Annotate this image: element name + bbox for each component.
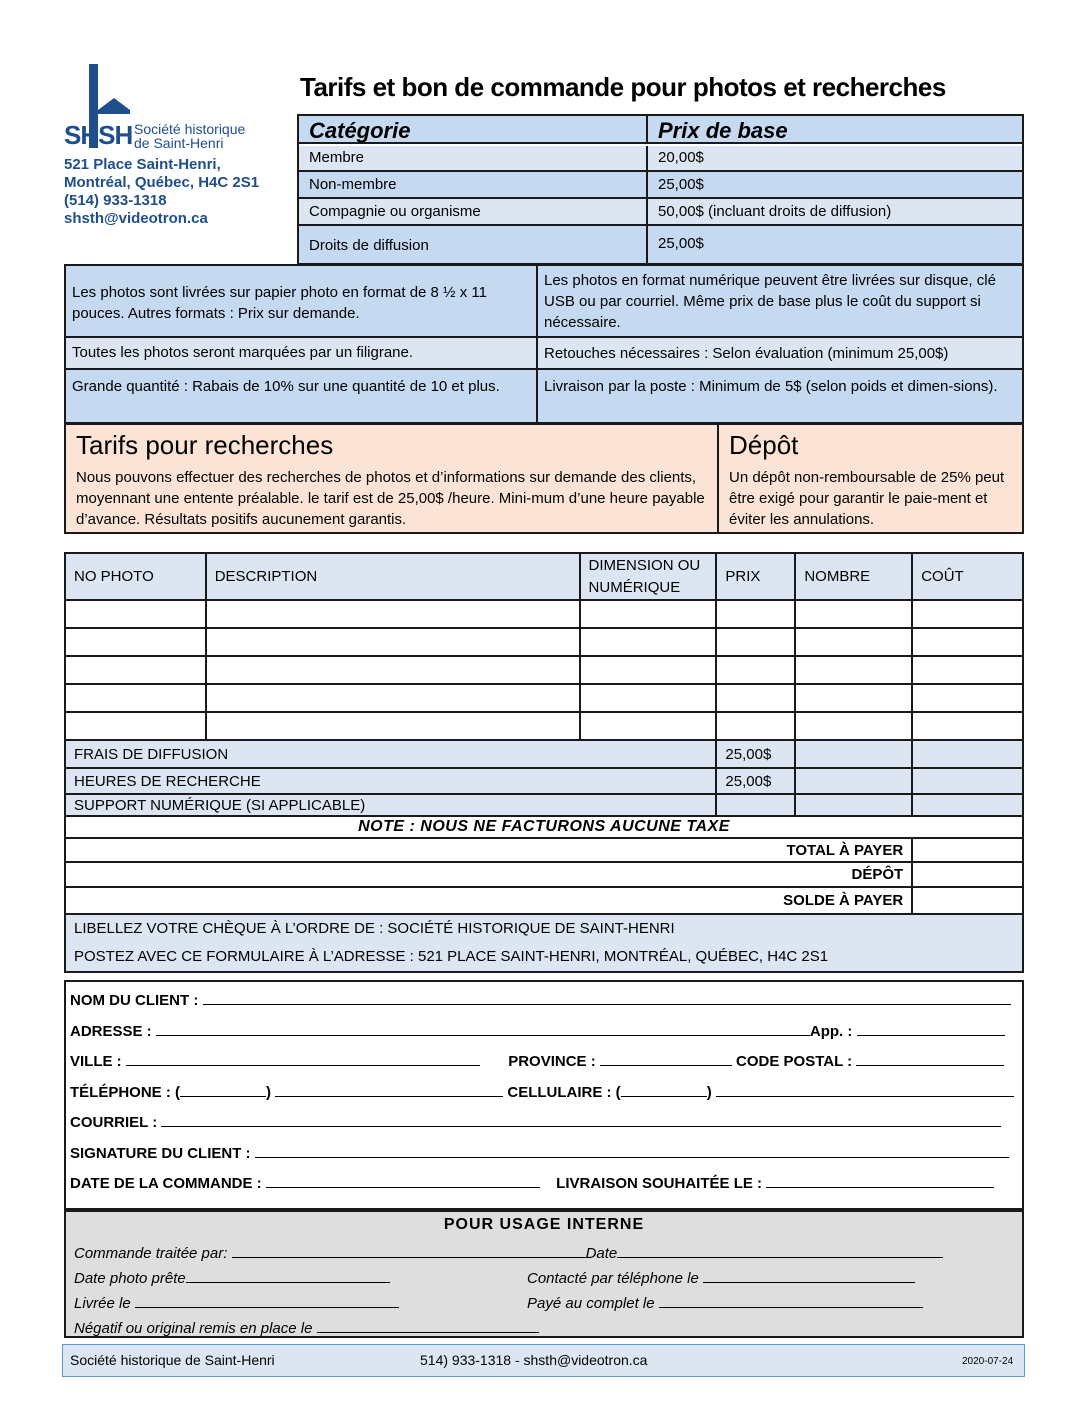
no-photo-cell[interactable]: [65, 656, 206, 684]
client-phone-field[interactable]: [275, 1082, 503, 1097]
internal-row-1: [74, 1243, 943, 1262]
fee-price: 25,00$: [716, 740, 795, 768]
internal-row-3: [74, 1293, 399, 1312]
fee-label: SUPPORT NUMÉRIQUE (SI APPLICABLE): [65, 794, 716, 816]
table-row: [65, 712, 1023, 740]
client-email-field[interactable]: [161, 1112, 1001, 1127]
contact-phone: (514) 933-1318: [64, 192, 167, 209]
client-signature-label: SIGNATURE DU CLIENT :: [70, 1145, 251, 1162]
client-cell-label: CELLULAIRE : (: [507, 1084, 621, 1101]
depot-value[interactable]: [912, 862, 1023, 887]
client-phone-label: TÉLÉPHONE : (: [70, 1084, 181, 1101]
prix-cell[interactable]: [716, 656, 795, 684]
client-city-row: [70, 1051, 1004, 1070]
internal-paye-label: Payé au complet le: [527, 1295, 655, 1312]
nombre-cell[interactable]: [795, 768, 912, 794]
client-app-label: App. :: [809, 1023, 853, 1040]
internal-livree-label: Livrée le: [74, 1295, 131, 1312]
nombre-cell[interactable]: [795, 684, 912, 712]
description-cell[interactable]: [206, 628, 580, 656]
no-photo-cell[interactable]: [65, 712, 206, 740]
contact-email: shsth@videotron.ca: [64, 210, 208, 227]
client-email-row: [70, 1112, 1001, 1131]
order-header-no-photo: NO PHOTO: [65, 553, 206, 600]
page-title: Tarifs et bon de commande pour photos et recherches: [300, 72, 946, 102]
payment-instructions: [65, 914, 1023, 972]
price-col-category: Catégorie: [299, 116, 648, 144]
client-signature-field[interactable]: [255, 1143, 1009, 1158]
client-signature-row: [70, 1143, 1009, 1162]
price-row-price: 25,00$: [648, 172, 1022, 199]
client-city-field[interactable]: [126, 1051, 480, 1066]
internal-photo-prete-field[interactable]: [186, 1268, 390, 1283]
fee-row: [65, 768, 1023, 794]
table-row: [65, 628, 1023, 656]
nombre-cell[interactable]: [795, 656, 912, 684]
solde-value[interactable]: [912, 887, 1023, 914]
logo-initials: SHSH: [64, 120, 133, 150]
client-phone-row: [70, 1082, 1014, 1101]
cout-cell[interactable]: [912, 712, 1023, 740]
price-row-cat: Compagnie ou organisme: [299, 199, 648, 226]
price-row-price: 20,00$: [648, 146, 1022, 172]
delivery-date-field[interactable]: [766, 1173, 994, 1188]
dimension-cell[interactable]: [580, 712, 717, 740]
description-cell[interactable]: [206, 656, 580, 684]
order-header-row: [65, 553, 1023, 600]
prix-cell[interactable]: [716, 684, 795, 712]
info-paper-format: Les photos sont livrées sur papier photo en format de 8 ½ x 11 pouces. Autres formats : Prix sur demande.: [66, 266, 538, 338]
internal-contacte-field[interactable]: [703, 1268, 915, 1283]
client-phone-area-field[interactable]: [180, 1082, 266, 1097]
internal-contacte-label: Contacté par téléphone le: [527, 1270, 699, 1287]
contact-block: [64, 156, 259, 228]
client-address-field[interactable]: [156, 1021, 810, 1036]
client-postal-field[interactable]: [856, 1051, 1004, 1066]
deposit-title: Dépôt: [729, 430, 799, 460]
client-city-label: VILLE :: [70, 1053, 122, 1070]
client-postal-label: CODE POSTAL :: [736, 1053, 853, 1070]
cout-cell[interactable]: [912, 684, 1023, 712]
deposit-text: Un dépôt non-remboursable de 25% peut être exigé pour garantir le paie-ment et éviter les annulations.: [729, 469, 1005, 528]
fee-price: 25,00$: [716, 768, 795, 794]
cout-cell[interactable]: [912, 656, 1023, 684]
logo: [62, 62, 282, 152]
no-photo-cell[interactable]: [65, 628, 206, 656]
fee-row: [65, 794, 1023, 816]
prix-cell[interactable]: [716, 600, 795, 628]
order-header-prix: PRIX: [716, 553, 795, 600]
client-province-field[interactable]: [600, 1051, 732, 1066]
cout-cell[interactable]: [912, 600, 1023, 628]
internal-traitee-field[interactable]: [232, 1243, 586, 1258]
no-photo-cell[interactable]: [65, 600, 206, 628]
depot-row: [65, 862, 1023, 887]
research-text: Nous pouvons effectuer des recherches de photos et d’informations sur demande des clients, moyennant une entente préalable. le tarif est de 25,00$ /heure. Mini-mum d’une heure payable d’avance. Résultats positifs aucunement garantis.: [76, 469, 705, 528]
prix-cell[interactable]: [716, 628, 795, 656]
internal-paye-field[interactable]: [659, 1293, 923, 1308]
internal-title: POUR USAGE INTERNE: [443, 1216, 645, 1233]
nombre-cell[interactable]: [795, 794, 912, 816]
fee-price: [716, 794, 795, 816]
logo-name-line1: Société historique: [134, 121, 246, 137]
description-cell[interactable]: [206, 684, 580, 712]
tax-note: NOTE : NOUS NE FACTURONS AUCUNE TAXE: [65, 816, 1023, 838]
prix-cell[interactable]: [716, 712, 795, 740]
table-row: [65, 600, 1023, 628]
order-header-nombre: NOMBRE: [795, 553, 912, 600]
internal-row-3b: [527, 1293, 923, 1312]
dimension-cell[interactable]: [580, 600, 717, 628]
client-dates-row: [70, 1173, 994, 1192]
table-row: [65, 656, 1023, 684]
client-cell-field[interactable]: [716, 1082, 1014, 1097]
deposit-box: [717, 423, 1024, 534]
dimension-cell[interactable]: [580, 656, 717, 684]
fee-row: [65, 740, 1023, 768]
price-row-cat: Non-membre: [299, 172, 648, 199]
price-row-price: 50,00$ (incluant droits de diffusion): [648, 199, 1022, 226]
contact-address-2: Montréal, Québec, H4C 2S1: [64, 174, 260, 191]
order-date-field[interactable]: [266, 1173, 540, 1188]
internal-negatif-label: Négatif ou original remis en place le: [74, 1320, 313, 1337]
mail-instruction: POSTEZ AVEC CE FORMULAIRE À L’ADRESSE : 521 PLACE SAINT-HENRI, MONTRÉAL, QUÉBEC, H4C 2S1: [74, 948, 829, 965]
price-row-price: 25,00$: [648, 226, 1022, 263]
client-name-label: NOM DU CLIENT :: [70, 992, 199, 1009]
nombre-cell[interactable]: [795, 740, 912, 768]
fee-label: HEURES DE RECHERCHE: [65, 768, 716, 794]
research-title: Tarifs pour recherches: [76, 430, 334, 460]
delivery-date-label: LIVRAISON SOUHAITÉE LE :: [556, 1175, 763, 1192]
price-row-cat: Membre: [299, 146, 648, 172]
footer-org: Société historique de Saint-Henri: [70, 1352, 275, 1368]
total-label: TOTAL À PAYER: [65, 838, 912, 862]
client-name-field[interactable]: [203, 990, 1011, 1005]
client-address-label: ADRESSE :: [70, 1023, 152, 1040]
internal-livree-field[interactable]: [135, 1293, 399, 1308]
footer-contact: 514) 933-1318 - shsth@videotron.ca: [420, 1352, 648, 1368]
client-app-field[interactable]: [857, 1021, 1005, 1036]
no-photo-cell[interactable]: [65, 684, 206, 712]
payment-instructions-row: [65, 914, 1023, 972]
order-date-label: DATE DE LA COMMANDE :: [70, 1175, 262, 1192]
info-watermark: Toutes les photos seront marquées par un filigrane.: [66, 338, 538, 370]
internal-negatif-field[interactable]: [317, 1318, 539, 1333]
internal-date-label: Date: [585, 1245, 618, 1262]
order-table: [64, 552, 1024, 973]
price-row-cat: Droits de diffusion: [299, 226, 648, 263]
client-email-label: COURRIEL :: [70, 1114, 158, 1131]
internal-photo-prete-label: Date photo prête: [74, 1270, 186, 1287]
description-cell[interactable]: [206, 712, 580, 740]
nombre-cell[interactable]: [795, 712, 912, 740]
dimension-cell[interactable]: [580, 684, 717, 712]
price-col-price: Prix de base: [648, 116, 1022, 144]
solde-row: [65, 887, 1023, 914]
client-name-row: [70, 990, 1011, 1009]
dimension-cell[interactable]: [580, 628, 717, 656]
cout-cell[interactable]: [912, 768, 1023, 794]
client-phone-paren: ): [266, 1084, 272, 1101]
fee-label: FRAIS DE DIFFUSION: [65, 740, 716, 768]
client-cell-paren: ): [706, 1084, 712, 1101]
nombre-cell[interactable]: [795, 600, 912, 628]
cheque-instruction: LIBELLEZ VOTRE CHÈQUE À L’ORDRE DE : SOCIÉTÉ HISTORIQUE DE SAINT-HENRI: [74, 920, 675, 937]
client-address-row: [70, 1021, 1005, 1040]
info-digital-format: Les photos en format numérique peuvent être livrées sur disque, clé USB ou par courriel. Même prix de base plus le coût du support si nécessaire.: [538, 266, 1022, 338]
cout-cell[interactable]: [912, 740, 1023, 768]
client-province-label: PROVINCE :: [508, 1053, 596, 1070]
info-quantity-discount: Grande quantité : Rabais de 10% sur une quantité de 10 et plus.: [66, 370, 538, 422]
table-row: [65, 684, 1023, 712]
solde-label: SOLDE À PAYER: [65, 887, 912, 914]
info-mail-delivery: Livraison par la poste : Minimum de 5$ (selon poids et dimen-sions).: [538, 370, 1022, 422]
cout-cell[interactable]: [912, 794, 1023, 816]
client-cell-area-field[interactable]: [621, 1082, 707, 1097]
total-row: [65, 838, 1023, 862]
info-retouch: Retouches nécessaires : Selon évaluation (minimum 25,00$): [538, 338, 1022, 370]
order-header-description: DESCRIPTION: [206, 553, 580, 600]
internal-date-field[interactable]: [617, 1243, 943, 1258]
internal-traitee-label: Commande traitée par:: [74, 1245, 228, 1262]
description-cell[interactable]: [206, 600, 580, 628]
research-box: [64, 423, 719, 534]
order-header-cout: COÛT: [912, 553, 1023, 600]
logo-name-line2: de Saint-Henri: [134, 135, 224, 151]
cout-cell[interactable]: [912, 628, 1023, 656]
depot-label: DÉPÔT: [65, 862, 912, 887]
internal-row-2: [74, 1268, 390, 1287]
nombre-cell[interactable]: [795, 628, 912, 656]
total-value[interactable]: [912, 838, 1023, 862]
order-header-dimension: DIMENSION OU NUMÉRIQUE: [580, 553, 717, 600]
internal-row-4: [74, 1318, 539, 1337]
contact-address-1: 521 Place Saint-Henri,: [64, 156, 221, 173]
internal-row-2b: [527, 1268, 915, 1287]
tax-note-row: [65, 816, 1023, 838]
footer-date: 2020-07-24: [962, 1356, 1014, 1367]
